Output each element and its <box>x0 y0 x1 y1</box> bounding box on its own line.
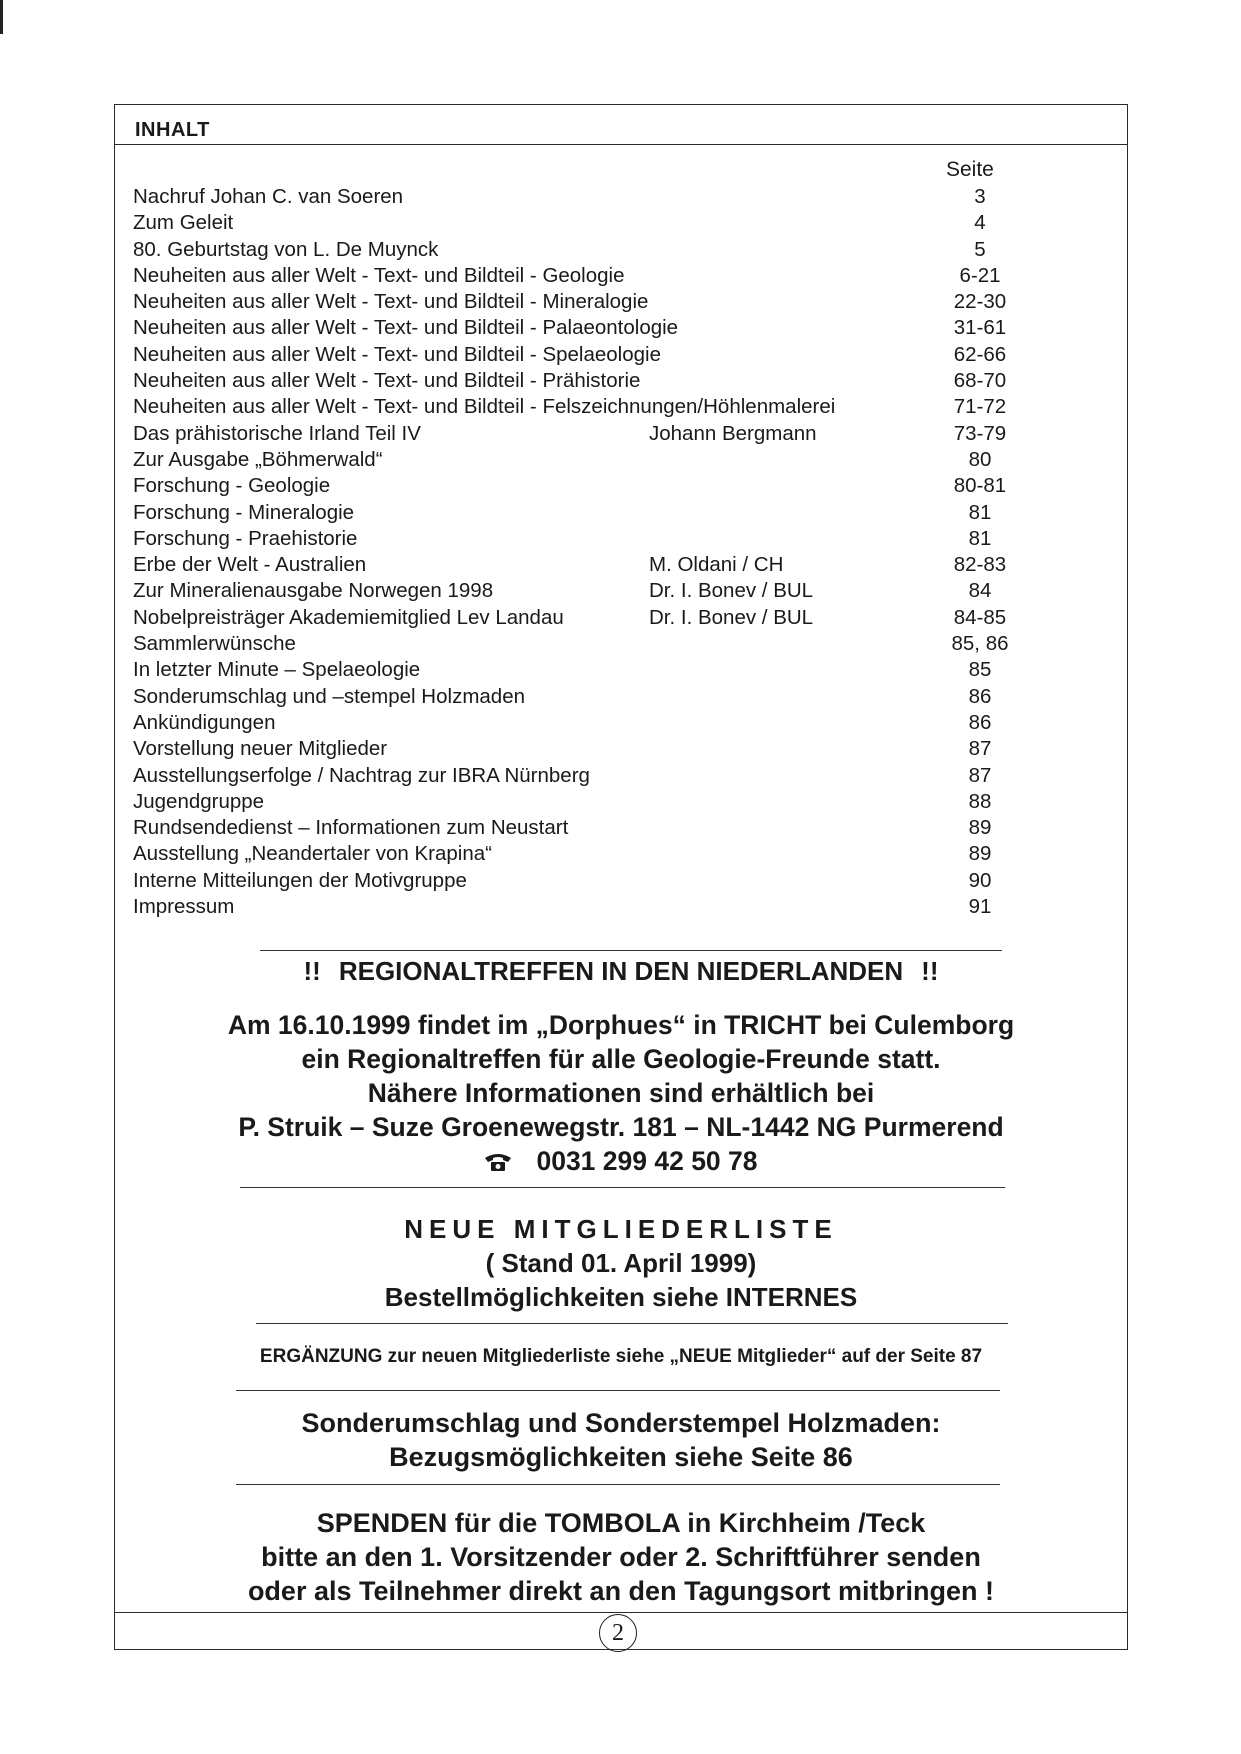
toc-row <box>133 342 1013 368</box>
meeting-line-2: ein Regionaltreffen für alle Geologie-Freunde statt. <box>301 1044 941 1074</box>
toc-row <box>133 763 1013 789</box>
toc-title: Erbe der Welt - Australien <box>133 553 367 577</box>
toc-title: Zur Mineralienausgabe Norwegen 1998 <box>133 579 494 603</box>
toc-page: 3 <box>974 185 986 208</box>
page-number: 2 <box>599 1614 637 1652</box>
toc-row <box>133 552 1013 578</box>
toc-row <box>133 868 1013 894</box>
toc-title: Forschung - Praehistorie <box>133 526 358 550</box>
regional-meeting-info <box>114 1008 1128 1178</box>
mitgliederliste-block <box>114 1212 1128 1314</box>
toc-title: Neuheiten aus aller Welt - Text- und Bildteil - Geologie <box>133 263 625 287</box>
exclamation-left: !! <box>303 956 321 986</box>
toc-row <box>133 710 1013 736</box>
scan-margin-mark <box>0 0 3 34</box>
toc-page: 88 <box>968 789 992 813</box>
toc-title: Zum Geleit <box>133 211 234 235</box>
divider-5 <box>236 1484 1000 1485</box>
toc-row <box>133 447 1013 473</box>
toc-title: Ausstellung „Neandertaler von Krapina“ <box>133 842 492 866</box>
sonder-line-2: Bezugsmöglichkeiten siehe Seite 86 <box>389 1442 853 1472</box>
toc-title: Neuheiten aus aller Welt - Text- und Bildteil - Mineralogie <box>133 290 649 314</box>
toc-title: Rundsendedienst – Informationen zum Neustart <box>133 816 569 840</box>
toc-row <box>133 368 1013 394</box>
toc-row <box>133 394 1013 420</box>
toc-page: 62-66 <box>953 342 1007 366</box>
toc-title: Ausstellungserfolge / Nachtrag zur IBRA Nürnberg <box>133 763 590 787</box>
toc-row <box>133 473 1013 499</box>
toc-row <box>133 605 1013 631</box>
toc-page: 90 <box>968 868 992 892</box>
toc-page: 89 <box>968 816 992 840</box>
toc-rows <box>133 184 1013 920</box>
toc-page: 86 <box>968 684 992 708</box>
divider-1 <box>260 950 1002 951</box>
toc-page: 85, 86 <box>951 632 1009 656</box>
footer-divider <box>114 1612 1128 1613</box>
toc-page: 22-30 <box>953 290 1007 314</box>
toc-title: Das prähistorische Irland Teil IV <box>133 421 421 445</box>
toc-page: 80 <box>968 447 992 471</box>
spenden-notice <box>114 1506 1128 1608</box>
toc-row <box>133 526 1013 552</box>
toc-title: Zur Ausgabe „Böhmerwald“ <box>133 447 383 471</box>
toc-row <box>133 631 1013 657</box>
toc-row <box>133 210 1013 236</box>
toc-row <box>133 684 1013 710</box>
toc-page: 87 <box>968 737 992 761</box>
sonderumschlag-notice <box>114 1406 1128 1474</box>
toc-title: Sammlerwünsche <box>133 632 296 656</box>
toc-title: Ankündigungen <box>133 710 276 734</box>
seite-column-header: Seite <box>946 158 994 181</box>
toc-title: In letzter Minute – Spelaeologie <box>133 658 421 682</box>
mitgliederliste-bestell: Bestellmöglichkeiten siehe INTERNES <box>384 1282 858 1312</box>
toc-page: 87 <box>968 763 992 787</box>
toc-title: Sonderumschlag und –stempel Holzmaden <box>133 684 526 708</box>
toc-title: 80. Geburtstag von L. De Muynck <box>133 237 439 261</box>
toc-author: Dr. I. Bonev / BUL <box>649 605 814 629</box>
toc-title: Impressum <box>133 895 235 919</box>
toc-page: 86 <box>968 710 992 734</box>
toc-page: 68-70 <box>953 369 1007 393</box>
toc-page: 5 <box>974 237 986 261</box>
toc-page: 31-61 <box>953 316 1007 340</box>
toc-title: Interne Mitteilungen der Motivgruppe <box>133 868 467 892</box>
toc-row <box>133 736 1013 762</box>
meeting-line-4: P. Struik – Suze Groenewegstr. 181 – NL-1442 NG Purmerend <box>238 1112 1004 1142</box>
toc-title: Forschung - Mineralogie <box>133 500 355 524</box>
meeting-phone-line <box>114 1144 1128 1178</box>
toc-page: 81 <box>968 500 992 524</box>
toc-title: Neuheiten aus aller Welt - Text- und Bildteil - Prähistorie <box>133 369 641 393</box>
toc-page: 4 <box>974 211 986 235</box>
toc-row <box>133 815 1013 841</box>
toc-title: Vorstellung neuer Mitglieder <box>133 737 388 761</box>
toc-author: Dr. I. Bonev / BUL <box>649 579 814 603</box>
toc-page: 91 <box>968 895 992 919</box>
toc-row <box>133 894 1013 920</box>
toc-page: 82-83 <box>953 553 1007 577</box>
toc-page: 71-72 <box>953 395 1007 419</box>
divider-2 <box>240 1187 1005 1188</box>
toc-title: Nobelpreisträger Akademiemitglied Lev Landau <box>133 605 564 629</box>
toc-row <box>133 789 1013 815</box>
toc-page: 6-21 <box>959 263 1001 287</box>
toc-row <box>133 289 1013 315</box>
ergaenzung-note: ERGÄNZUNG zur neuen Mitgliederliste siehe „NEUE Mitglieder“ auf der Seite 87 <box>259 1346 983 1367</box>
toc-row <box>133 657 1013 683</box>
toc-row <box>133 184 1013 210</box>
exclamation-right: !! <box>921 956 939 986</box>
toc-title: Forschung - Geologie <box>133 474 331 498</box>
toc-title: Neuheiten aus aller Welt - Text- und Bildteil - Spelaeologie <box>133 342 661 366</box>
inhalt-heading: INHALT <box>135 119 210 141</box>
sonder-line-1: Sonderumschlag und Sonderstempel Holzmaden: <box>301 1408 941 1438</box>
meeting-line-1: Am 16.10.1999 findet im „Dorphues“ in TRICHT bei Culemborg <box>227 1010 1015 1040</box>
regional-heading <box>114 956 1128 987</box>
divider-3 <box>256 1323 1008 1324</box>
spenden-line-1: SPENDEN für die TOMBOLA in Kirchheim /Teck <box>316 1508 926 1538</box>
toc-title: Nachruf Johan C. van Soeren <box>133 185 404 208</box>
toc-row <box>133 841 1013 867</box>
header-divider <box>115 144 1127 145</box>
toc-page: 84 <box>968 579 992 603</box>
toc-page: 85 <box>968 658 992 682</box>
toc-page: 89 <box>968 842 992 866</box>
toc-row <box>133 421 1013 447</box>
mitgliederliste-heading: NEUE MITGLIEDERLISTE <box>404 1214 838 1244</box>
mitgliederliste-stand: ( Stand 01. April 1999) <box>485 1248 757 1278</box>
toc-title: Jugendgruppe <box>133 789 265 813</box>
toc-row <box>133 578 1013 604</box>
toc-page: 80-81 <box>953 474 1007 498</box>
toc-author: M. Oldani / CH <box>649 553 784 577</box>
toc-row <box>133 237 1013 263</box>
toc-title: Neuheiten aus aller Welt - Text- und Bildteil - Palaeontologie <box>133 316 679 340</box>
regional-heading-text: REGIONALTREFFEN IN DEN NIEDERLANDEN <box>338 956 904 986</box>
toc-page: 73-79 <box>953 421 1007 445</box>
telephone-icon <box>484 1146 512 1166</box>
toc-row <box>133 263 1013 289</box>
toc-title: Neuheiten aus aller Welt - Text- und Bildteil - Felszeichnungen/Höhlenmalerei <box>133 395 836 419</box>
toc-row <box>133 315 1013 341</box>
toc-author: Johann Bergmann <box>649 421 817 445</box>
spenden-line-2: bitte an den 1. Vorsitzender oder 2. Schriftführer senden <box>261 1542 981 1572</box>
toc-page: 84-85 <box>953 605 1007 629</box>
divider-4 <box>236 1390 1000 1391</box>
spenden-line-3: oder als Teilnehmer direkt an den Tagungsort mitbringen ! <box>247 1576 995 1606</box>
toc-page: 81 <box>968 526 992 550</box>
meeting-line-3: Nähere Informationen sind erhältlich bei <box>367 1078 875 1108</box>
phone-number: 0031 299 42 50 78 <box>536 1146 758 1176</box>
toc-row <box>133 500 1013 526</box>
